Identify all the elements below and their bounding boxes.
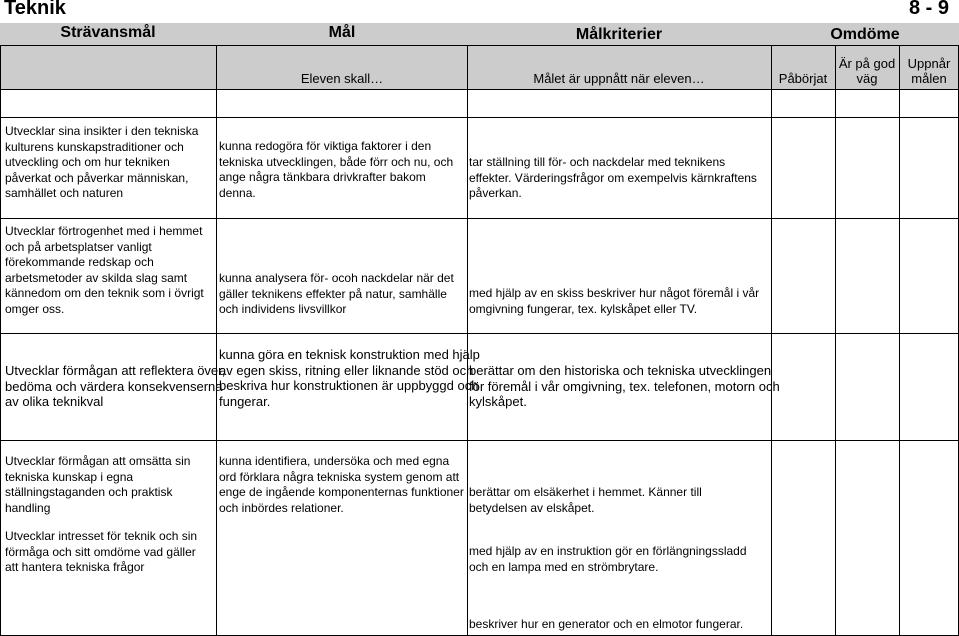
subheader-uppnar-malen: Uppnår målen xyxy=(907,56,951,86)
header-malkriterier: Målkriterier xyxy=(575,26,663,43)
row2-stravansmal: Utvecklar förtrogenhet med i hemmet och på arbetsplatser vanligt förekommande redskap och arbetsmetoder av skilda slag samt kännedom om den teknik som i övrigt omger oss. xyxy=(5,224,204,316)
header-stravansmal: Strävansmål xyxy=(60,24,156,41)
grid-line xyxy=(0,333,959,334)
title-bar xyxy=(0,0,959,23)
row4-stravansmal-2: Utvecklar intresset för teknik och sin förmåga och sitt omdöme vad gäller att hantera tekniska frågor xyxy=(5,529,198,574)
grid-line xyxy=(899,45,900,636)
subheader-malet-uppnatt: Målet är uppnått när eleven… xyxy=(533,71,705,86)
subheader-ar-pa-god-vag: Är på god väg xyxy=(838,56,896,86)
header-mal: Mål xyxy=(328,24,356,41)
grid-line xyxy=(0,45,1,636)
row3-mal: kunna göra en teknisk konstruktion med hjälp av egen skiss, ritning eller liknande stöd och beskriva hur konstruktionen är uppbyggd och fungerar. xyxy=(219,347,480,409)
grid-line xyxy=(835,45,836,636)
grade-label: 8 - 9 xyxy=(908,0,949,19)
row1-stravansmal: Utvecklar sina insikter i den tekniska kulturens kunskapstraditioner och utveckling och om hur tekniken påverkat och påverkar människan, samhället och naturen xyxy=(5,124,199,200)
row4-malkriterier-2: med hjälp av en instruktion gör en förlängningssladd och en lampa med en strömbrytare. xyxy=(469,544,747,574)
subheader-paborjat: Påbörjat xyxy=(778,71,828,86)
row1-mal: kunna redogöra för viktiga faktorer i den tekniska utvecklingen, både förr och nu, och ange några tänkbara drivkrafter bakom denna. xyxy=(219,139,454,200)
grid-line xyxy=(0,89,959,90)
row3-malkriterier: berättar om den historiska och tekniska utvecklingen för föremål i vår omgivning, tex. telefonen, motorn och kylskåpet. xyxy=(469,363,780,409)
grid-line xyxy=(771,45,772,636)
page-title: Teknik xyxy=(4,0,66,19)
grid-line xyxy=(0,45,959,46)
row3-stravansmal: Utvecklar förmågan att reflektera över, bedöma och värdera konsekvenserna av olika teknikval xyxy=(5,363,226,409)
grid-line xyxy=(0,218,959,219)
grid-line xyxy=(216,45,217,636)
grid-line xyxy=(0,117,959,118)
grid-line xyxy=(467,45,468,636)
row4-stravansmal: Utvecklar förmågan att omsätta sin tekniska kunskap i egna ställningstaganden och praktisk handling xyxy=(5,454,191,515)
row4-mal: kunna identifiera, undersöka och med egna ord förklara några tekniska system genom att enge de ingående komponenternas funktioner och inbördes relationer. xyxy=(219,454,464,515)
subheader-eleven-skall: Eleven skall… xyxy=(300,71,384,86)
row2-malkriterier: med hjälp av en skiss beskriver hur något föremål i vår omgivning fungerar, tex. kylskåpet eller TV. xyxy=(469,286,760,316)
row2-mal: kunna analysera för- ocoh nackdelar när det gäller teknikens effekter på natur, samhälle och individens livsvillkor xyxy=(219,271,454,316)
row1-malkriterier: tar ställning till för- och nackdelar med teknikens effekter. Värderingsfrågor om exempelvis kärnkraftens påverkan. xyxy=(469,155,757,200)
row4-malkriterier: berättar om elsäkerhet i hemmet. Känner till betydelsen av elskåpet. xyxy=(469,485,702,515)
grid-line xyxy=(0,440,959,441)
header-omdome: Omdöme xyxy=(830,26,900,43)
row4-malkriterier-3: beskriver hur en generator och en elmotor fungerar. xyxy=(469,617,744,631)
